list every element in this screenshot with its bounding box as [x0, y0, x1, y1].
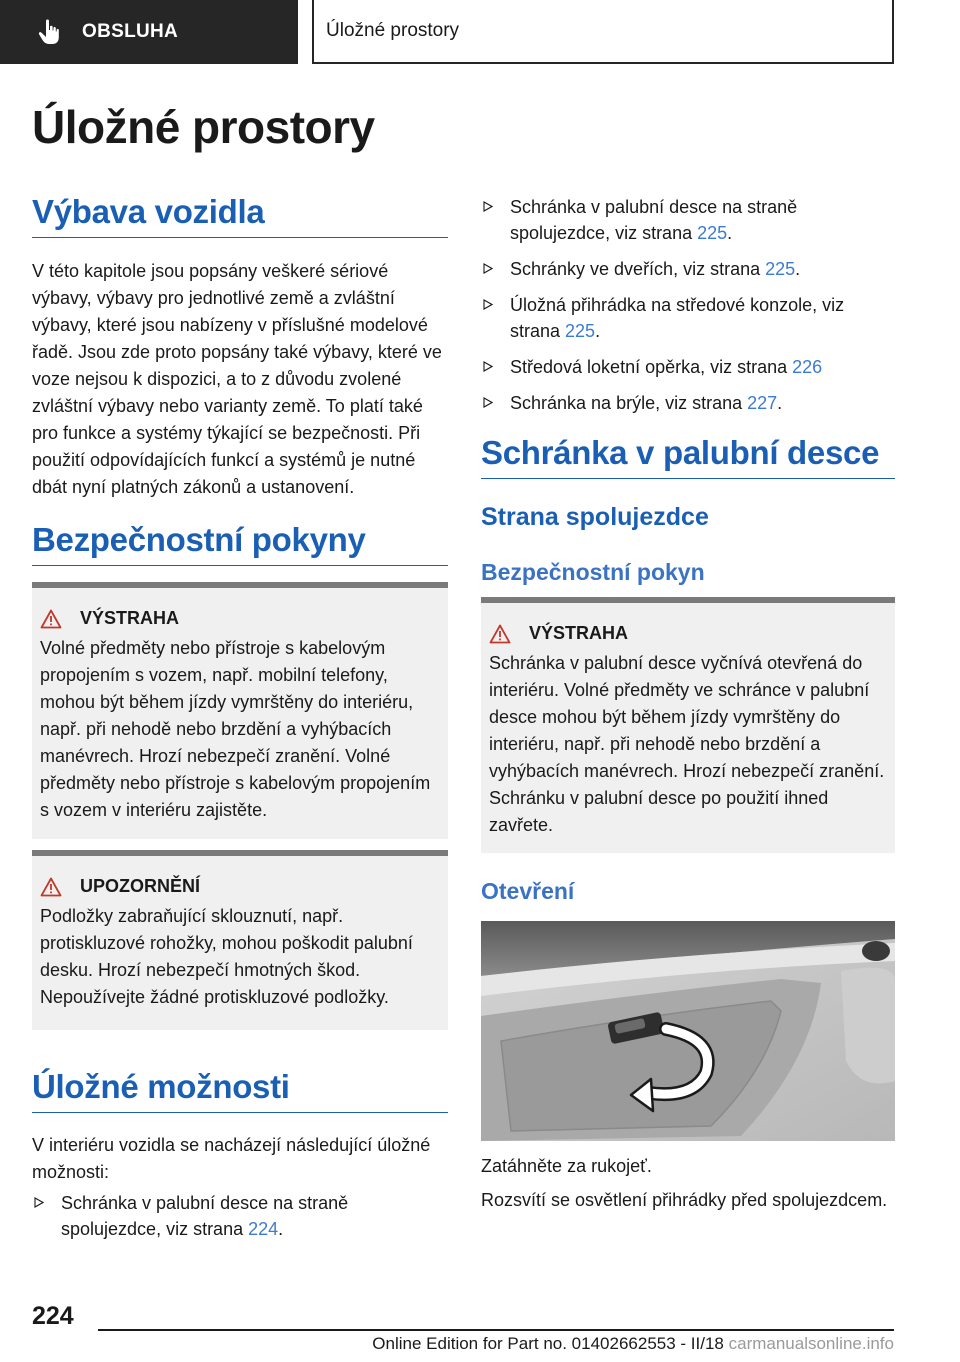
warning-header: [40, 608, 448, 629]
section-label: OBSLUHA: [82, 21, 179, 42]
list-item: Schránka na brýle, viz strana 227.: [481, 390, 895, 416]
hand-icon: [38, 19, 60, 45]
warning-title: VÝSTRAHA: [529, 623, 629, 643]
list-item: Středová loketní opěrka, viz strana 226: [481, 354, 895, 380]
notice-text: Podložky zabraňující sklouznutí, např. protiskluzové rohožky, mohou poškodit palubní desku. Hrozí nebezpečí hmotných škod. Nepoužívejte žádné protiskluzové podložky.: [40, 906, 413, 1007]
heading-strana: Strana spolujezdce: [481, 503, 709, 531]
page-link[interactable]: 225: [765, 259, 796, 279]
list-item: Schránky ve dveřích, viz strana 225.: [481, 256, 895, 282]
footer-divider: [98, 1329, 894, 1331]
warning-text: Volné předměty nebo přístroje s kabelovým propojením s vozem, např. mobilní telefony, mohou být během jízdy vymrštěny do interiéru, např. při nehodě nebo brzdění a vyhýbacích manévrech. Hrozí nebezpečí zranění. Volné předměty nebo přístroje s kabelovým propojením s vozem v interiéru zajistěte.: [40, 638, 431, 820]
warning-triangle-icon: [489, 624, 511, 644]
heading-vybava: Výbava vozidla: [32, 193, 448, 238]
otevreni-text-2: Rozsvítí se osvětlení přihrádky před spolujezdcem.: [481, 1190, 888, 1210]
warning-header: [489, 623, 895, 644]
chapter-label: Úložné prostory: [326, 20, 460, 41]
page-link[interactable]: 226: [792, 357, 823, 377]
page-title: Úložné prostory: [32, 101, 375, 153]
triangle-bullet-icon: [483, 201, 493, 212]
warning-title: VÝSTRAHA: [80, 608, 180, 628]
warning-box: [32, 582, 448, 839]
warning-triangle-icon: [40, 877, 62, 897]
chapter-tab: [312, 0, 894, 64]
warning-text: Schránka v palubní desce vyčnívá otevřená do interiéru. Volné předměty ve schránce v palubní desce mohou být během jízdy vymrštěny do interiéru, např. při nehodě nebo brzdění a vyhýbacích manévrech. Hrozí nebezpečí zranění. Schránku v palubní desce po použití ihned zavřete.: [489, 653, 885, 835]
triangle-bullet-icon: [483, 263, 493, 274]
heading-otevreni: Otevření: [481, 878, 575, 904]
notice-box: [32, 850, 448, 1030]
glovebox-photo: [481, 921, 895, 1141]
footer-edition: [372, 1334, 894, 1354]
page-number: 224: [32, 1302, 74, 1330]
triangle-bullet-icon: [483, 299, 493, 310]
heading-bezpecnost: Bezpečnostní pokyny: [32, 521, 448, 566]
list-item: Úložná přihrádka na středové konzole, viz strana 225.: [481, 292, 895, 344]
page-link[interactable]: 227: [747, 393, 778, 413]
warning-box-2: [481, 597, 895, 853]
triangle-bullet-icon: [483, 397, 493, 408]
moznosti-intro: V interiéru vozidla se nacházejí následující úložné možnosti:: [32, 1135, 431, 1182]
heading-schranka: Schránka v palubní desce: [481, 434, 895, 479]
notice-title: UPOZORNĚNÍ: [80, 876, 201, 896]
page-link[interactable]: 225: [565, 321, 596, 341]
heading-moznosti: Úložné možnosti: [32, 1068, 448, 1113]
vybava-text: V této kapitole jsou popsány veškeré sériové výbavy, výbavy pro jednotlivé země a zvláštní výbavy, které jsou nabízeny v příslušné modelové řadě. Jsou zde proto popsány také výbavy, které ve voze nejsou k dispozici, a to z důvodu zvolené zvláštní výbavy nebo varianty země. To platí také pro funkce a systémy týkající se bezpečnosti. Při použití odpovídajících funkcí a systémů je nutné dbát nyní platných zákonů a ustanovení.: [32, 261, 442, 497]
section-tab: [0, 0, 298, 64]
warning-triangle-icon: [40, 609, 62, 629]
heading-bezpecnostni-pokyn: Bezpečnostní pokyn: [481, 559, 705, 585]
notice-header: [40, 876, 448, 897]
moznosti-list-left: [32, 1190, 448, 1252]
triangle-bullet-icon: [34, 1197, 44, 1208]
page-link[interactable]: 225: [697, 223, 728, 243]
list-item: Schránka v palubní desce na straně spolujezdce, viz strana 224.: [32, 1190, 448, 1242]
watermark-text: carmanualsonline.info: [728, 1334, 894, 1353]
otevreni-text-1: Zatáhněte za rukojeť.: [481, 1156, 652, 1176]
moznosti-list-right: [481, 194, 895, 426]
page-link[interactable]: 224: [248, 1219, 279, 1239]
triangle-bullet-icon: [483, 361, 493, 372]
list-item: Schránka v palubní desce na straně spolujezdce, viz strana 225.: [481, 194, 895, 246]
edition-text: Online Edition for Part no. 01402662553 - II/18: [372, 1334, 724, 1353]
